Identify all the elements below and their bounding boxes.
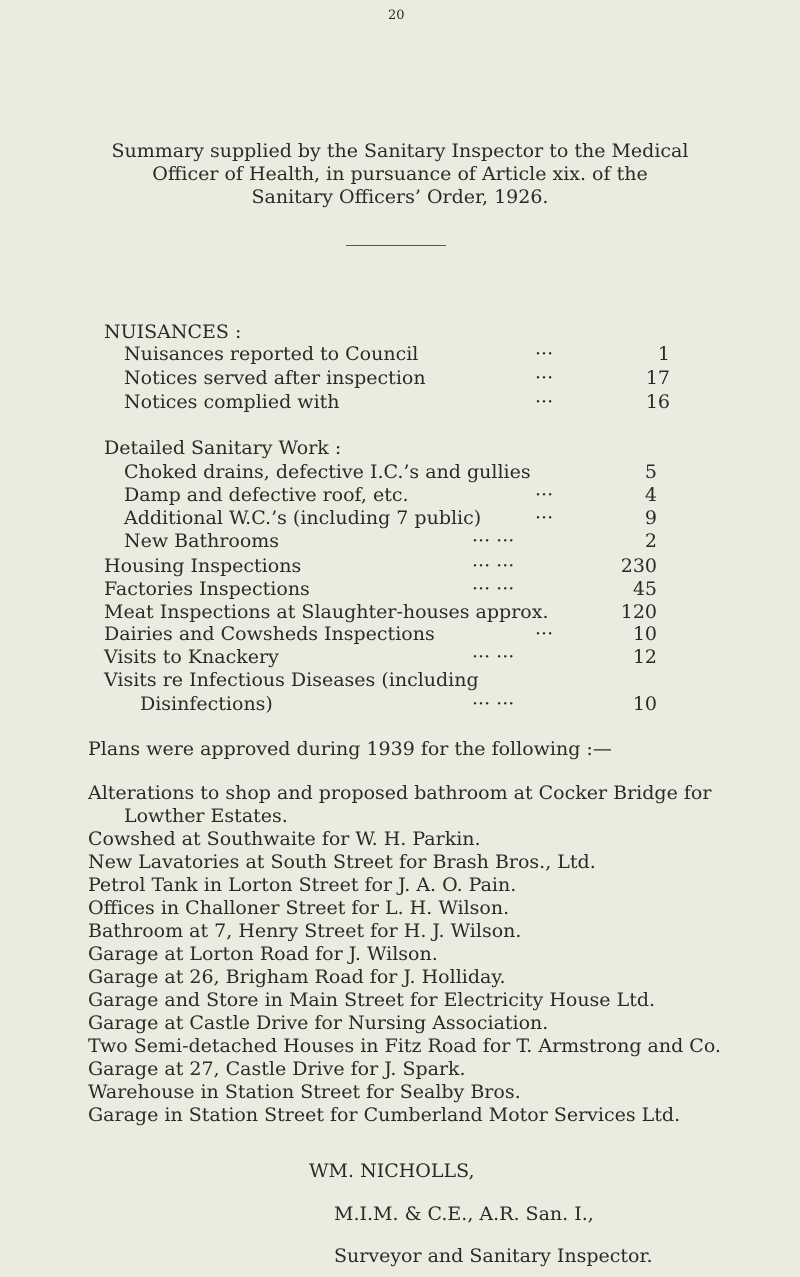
signature-qualifications: M.I.M. & C.E., A.R. San. I., (334, 1203, 594, 1225)
row-label: Notices served after inspection (124, 367, 426, 389)
page-number: 20 (388, 8, 405, 23)
row-value: 4 (644, 484, 657, 506)
plan-item: Two Semi-detached Houses in Fitz Road for T. Armstrong and Co. (88, 1035, 721, 1057)
row-value: 230 (620, 555, 657, 577)
summary-line: Sanitary Officers’ Order, 1926. (251, 186, 549, 208)
signature-title: Surveyor and Sanitary Inspector. (334, 1245, 653, 1267)
plan-item: Garage at Lorton Road for J. Wilson. (88, 943, 438, 965)
row-value: 17 (645, 367, 670, 389)
row-label: Visits re Infectious Diseases (including (104, 669, 479, 691)
row-leader: ··· (535, 623, 554, 645)
row-value: 1 (657, 343, 670, 365)
signature-name: WM. NICHOLLS, (309, 1160, 475, 1182)
plans-intro: Plans were approved during 1939 for the following :— (88, 738, 612, 760)
row-value: 5 (644, 461, 657, 483)
row-label: Nuisances reported to Council (124, 343, 419, 365)
divider-rule (346, 245, 446, 246)
row-leader: ··· ··· (472, 646, 515, 668)
summary-heading (0, 140, 800, 209)
plan-item: Garage in Station Street for Cumberland Motor Services Ltd. (88, 1104, 681, 1126)
row-value: 2 (644, 530, 657, 552)
plan-item: Offices in Challoner Street for L. H. Wilson. (88, 897, 510, 919)
row-label: Dairies and Cowsheds Inspections (104, 623, 435, 645)
plan-item: Lowther Estates. (124, 805, 288, 827)
plan-item: New Lavatories at South Street for Brash Bros., Ltd. (88, 851, 596, 873)
row-leader: ··· (535, 484, 554, 506)
plan-item: Warehouse in Station Street for Sealby Bros. (88, 1081, 521, 1103)
row-leader: ··· (535, 507, 554, 529)
summary-line: Summary supplied by the Sanitary Inspector to the Medical (111, 140, 689, 162)
row-label: Choked drains, defective I.C.’s and gullies (124, 461, 531, 483)
row-leader: ··· (535, 343, 554, 365)
row-value: 120 (620, 601, 657, 623)
row-label: Disinfections) (140, 693, 273, 715)
row-leader: ··· (535, 367, 554, 389)
row-leader: ··· ··· (472, 693, 515, 715)
row-leader: ··· ··· (472, 530, 515, 552)
row-label: Visits to Knackery (104, 646, 279, 668)
row-leader: ··· ··· (472, 555, 515, 577)
nuisances-heading: NUISANCES : (104, 321, 242, 343)
row-value: 10 (632, 623, 657, 645)
plan-item: Alterations to shop and proposed bathroom at Cocker Bridge for (88, 782, 712, 804)
row-value: 10 (632, 693, 657, 715)
detailed-heading: Detailed Sanitary Work : (104, 437, 342, 459)
row-label: Meat Inspections at Slaughter-houses approx. (104, 601, 549, 623)
row-value: 9 (644, 507, 657, 529)
row-label: Damp and defective roof, etc. (124, 484, 409, 506)
plan-item: Garage at 27, Castle Drive for J. Spark. (88, 1058, 466, 1080)
row-value: 16 (645, 391, 670, 413)
plan-item: Petrol Tank in Lorton Street for J. A. O. Pain. (88, 874, 517, 896)
row-label: Factories Inspections (104, 578, 310, 600)
row-label: New Bathrooms (124, 530, 280, 552)
plan-item: Cowshed at Southwaite for W. H. Parkin. (88, 828, 481, 850)
row-leader: ··· (535, 391, 554, 413)
row-value: 12 (632, 646, 657, 668)
row-leader: ··· ··· (472, 578, 515, 600)
row-label: Housing Inspections (104, 555, 302, 577)
plan-item: Garage at Castle Drive for Nursing Association. (88, 1012, 549, 1034)
summary-line: Officer of Health, in pursuance of Article xix. of the (152, 163, 648, 185)
plan-item: Garage at 26, Brigham Road for J. Holliday. (88, 966, 506, 988)
row-value: 45 (632, 578, 657, 600)
plan-item: Bathroom at 7, Henry Street for H. J. Wilson. (88, 920, 522, 942)
row-label: Notices complied with (124, 391, 340, 413)
plan-item: Garage and Store in Main Street for Electricity House Ltd. (88, 989, 656, 1011)
row-label: Additional W.C.’s (including 7 public) (124, 507, 482, 529)
